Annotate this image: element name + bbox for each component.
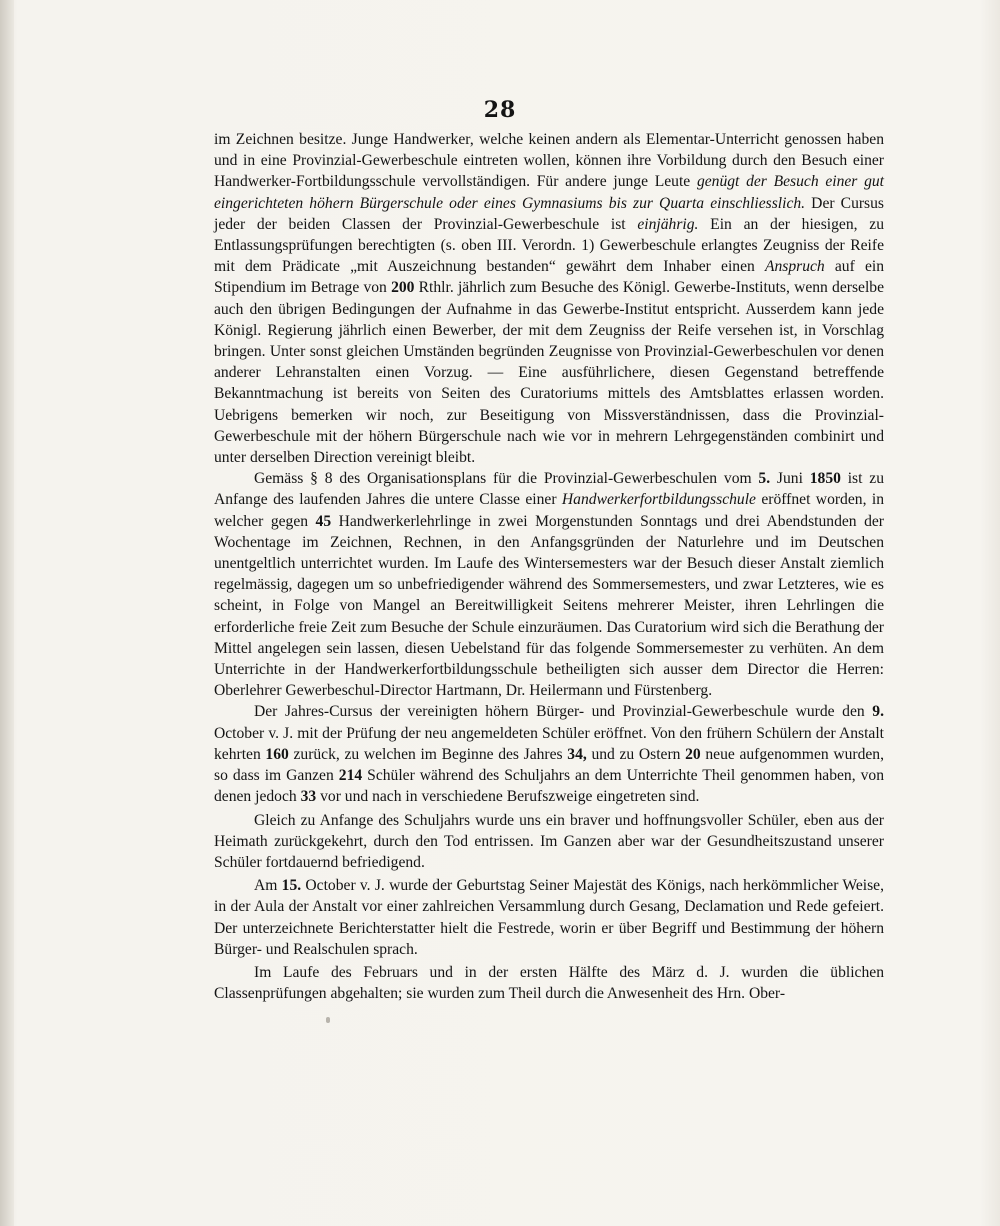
text-run: und zu Ostern bbox=[586, 745, 686, 763]
bold-number: 5. bbox=[758, 470, 771, 488]
text-run: Rthlr. jährlich zum Besuche des Königl. Gewerbe-Instituts, wenn derselbe auch den übrigen Bedingungen der Aufnahme in das Gewerbe-Institut entspricht. Ausserdem kann jede Königl. Regierung jährlich einen Bewerber, der mit dem Zeugniss der Reife versehen ist, in Vorschlag bringen. Unter sonst gleichen Umständen begründen Zeugnisse von Provinzial-Gewerbeschulen vor denen anderer Lehranstalten einen Vorzug. — Eine ausführlichere, diesen Gegenstand betreffende Bekanntmachung ist bereits von Seiten des Curatoriums mittels des Amtsblattes erlassen worden. Uebrigens bemerken wir noch, zur Beseitigung von Missverständnissen, dass die Provinzial-Gewerbeschule mit der höhern Bürgerschule nach wie vor in mehrern Lehrgegenständen combinirt und unter derselben Direction vereinigt bleibt. bbox=[214, 279, 884, 467]
text-run: October v. J. wurde der Geburtstag Seiner Majestät des Königs, nach herkömmlicher Weise, in der Aula der Anstalt vor einer zahlreichen Versammlung durch Gesang, Declamation und Rede gefeiert. Der unterzeichnete Berichterstatter hielt die Festrede, worin er über Begriff und Bestimmung der höhern Bürger- und Realschulen sprach. bbox=[214, 877, 884, 958]
italic-phrase: Anspruch bbox=[764, 258, 825, 276]
page-binding-edge bbox=[0, 0, 14, 1226]
text-run: vor und nach in verschiedene Berufszweige eingetreten sind. bbox=[316, 788, 700, 806]
paper-speck bbox=[326, 1017, 330, 1023]
text-run: neue aufgenommen wurden, so dass im Ganzen bbox=[214, 745, 884, 785]
paragraph bbox=[214, 468, 884, 701]
paragraph bbox=[214, 810, 884, 874]
bold-number: 200 bbox=[391, 279, 415, 297]
text-run: Der Jahres-Cursus der vereinigten höhern Bürger- und Provinzial-Gewerbeschule wurde den bbox=[254, 703, 873, 721]
text-run: eröffnet worden, in welcher gegen bbox=[214, 491, 884, 530]
text-run: im Zeichnen besitze. Junge Handwerker, welche keinen andern als Elementar-Unterricht genossen haben und in eine Provinzial-Gewerbeschule eintreten wollen, können ihre Vorbildung durch den Besuch einer Handwerker-Fortbildungsschule vervollständigen. Für andere junge Leute bbox=[214, 131, 884, 191]
text-run: zurück, zu welchen im Beginne des Jahres bbox=[288, 745, 568, 763]
page-number: 28 bbox=[483, 97, 517, 123]
text-run: Am bbox=[254, 877, 282, 895]
bold-number: 20 bbox=[685, 745, 701, 763]
text-run: ist zu Anfange des laufenden Jahres die untere Classe einer bbox=[214, 470, 884, 509]
bold-number: 34, bbox=[567, 745, 587, 763]
bold-number: 214 bbox=[338, 767, 363, 785]
text-run: Gleich zu Anfange des Schuljahrs wurde uns ein braver und hoffnungsvoller Schüler, eben aus der Heimath zurückgekehrt, durch den Tod entrissen. Im Ganzen aber war der Gesundheitszustand unserer Schüler fortdauernd befriedigend. bbox=[214, 811, 884, 871]
italic-phrase: genügt der Besuch einer gut eingerichteten höhern Bürgerschule oder eines Gymnasiums bis zur Quarta einschliesslich. bbox=[214, 173, 884, 212]
italic-phrase: einjährig. bbox=[637, 215, 699, 233]
bold-number: 9. bbox=[872, 703, 884, 721]
bold-number: 15. bbox=[281, 877, 302, 895]
text-run: auf ein Stipendium im Betrage von bbox=[214, 258, 884, 297]
paragraph bbox=[214, 701, 884, 807]
text-run: Handwerkerlehrlinge in zwei Morgenstunden Sonntags und drei Abendstunden der Wochentage im Zeichnen, Rechnen, in den Anfangsgründen der Naturlehre und im Deutschen unentgeltlich unterrichtet wurden. Im Laufe des Wintersemesters war der Besuch dieser Anstalt ziemlich regelmässig, dagegen um so unbefriedigender während des Sommersemesters, und zwar Letzteres, wie es scheint, in Folge von Mangel an Bereitwilligkeit Seitens mehrerer Meister, ihren Lehrlingen die erforderliche freie Zeit zum Besuche der Schule einzuräumen. Das Curatorium wird sich die Berathung der Mittel angelegen sein lassen, diesen Uebelstand für das folgende Sommersemester zu verhüten. An dem Unterrichte in der Handwerkerfortbildungsschule betheiligten sich ausser dem Director die Herren: Oberlehrer Gewerbeschul-Director Hartmann, Dr. Heilermann und Fürstenberg. bbox=[214, 512, 884, 700]
bold-number: 45 bbox=[315, 512, 332, 530]
text-run: October v. J. mit der Prüfung der neu angemeldeten Schüler eröffnet. Von den frühern Schülern der Anstalt kehrten bbox=[214, 724, 884, 763]
text-run: Schüler während des Schuljahrs an dem Unterrichte Theil genommen haben, von denen jedoch bbox=[214, 767, 884, 806]
paragraph bbox=[214, 129, 884, 468]
italic-phrase: Handwerkerfortbildungsschule bbox=[561, 491, 756, 509]
text-run: Im Laufe des Februars und in der ersten Hälfte des März d. J. wurden die üblichen Classenprüfungen abgehalten; sie wurden zum Theil durch die Anwesenheit des Hrn. Ober- bbox=[214, 963, 884, 1003]
text-run: Gemäss § 8 des Organisationsplans für die Provinzial-Gewerbeschulen vom bbox=[254, 470, 759, 488]
paragraph bbox=[214, 875, 884, 960]
paragraph bbox=[214, 962, 884, 1004]
bold-number: 160 bbox=[265, 745, 289, 763]
bold-number: 1850 bbox=[809, 470, 841, 488]
bold-number: 33 bbox=[300, 788, 317, 806]
body-text bbox=[214, 129, 884, 1004]
text-run: Ein an der hiesigen, zu Entlassungsprüfungen berechtigten (s. oben III. Verordn. 1) Gewerbeschule erlangtes Zeugniss der Reife mit dem Prädicate „mit Auszeichnung bestanden“ gewährt dem Inhaber einen bbox=[214, 215, 884, 276]
text-run: Der Cursus jeder der beiden Classen der Provinzial-Gewerbeschule ist bbox=[214, 194, 884, 233]
text-run: Juni bbox=[770, 470, 810, 488]
